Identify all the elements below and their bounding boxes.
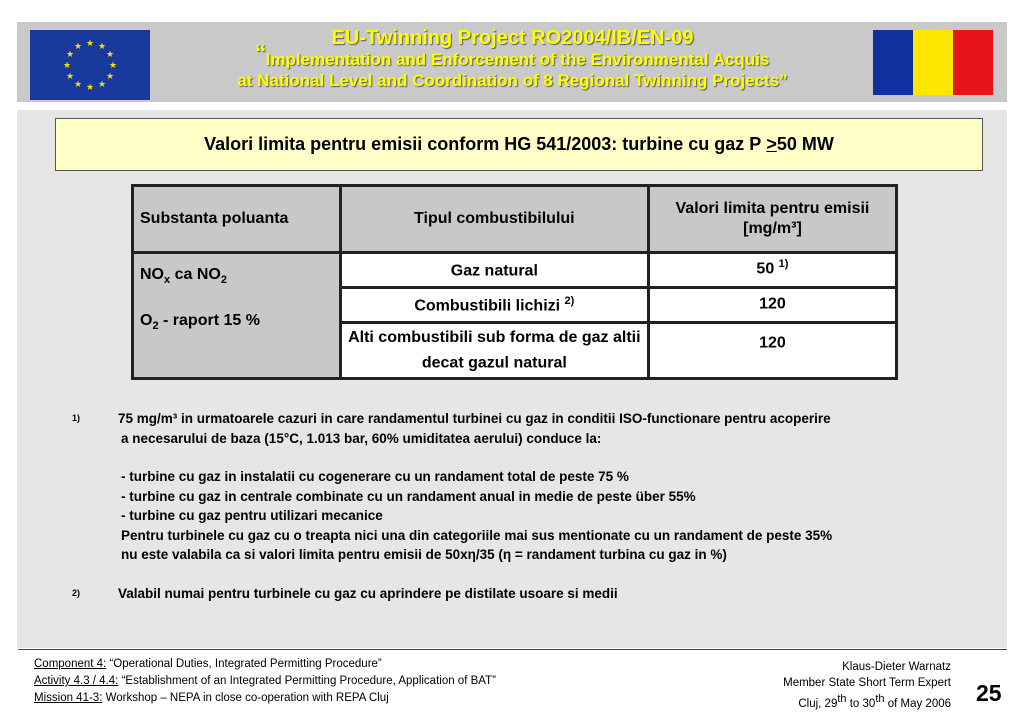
fuel-cell: Gaz natural — [340, 253, 648, 288]
footnotes — [72, 409, 972, 603]
footer-component: Component 4: “Operational Duties, Integrated Permitting Procedure” — [34, 658, 382, 670]
substance-cell — [133, 253, 341, 379]
slide-title — [55, 118, 983, 171]
slide-title-text: Valori limita pentru emisii conform HG 541/2003: turbine cu gaz P — [204, 134, 762, 154]
footer-role: Member State Short Term Expert — [783, 677, 951, 689]
header-title — [160, 27, 865, 91]
footer-mission: Mission 41-3: Workshop – NEPA in close co-operation with REPA Cluj — [34, 692, 389, 704]
footer-place-date: Cluj, 29th to 30th of May 2006 — [798, 693, 951, 710]
footnote-1-bullet-2: - turbine cu gaz in centrale combinate cu un randament anual in medie de peste über 55% — [121, 488, 696, 504]
footnote-1-para-1: Pentru turbinele cu gaz cu o treapta nici una din categoriile mai sus mentionate cu un randament de peste 35% — [121, 527, 833, 543]
ro-flag-blue — [873, 30, 913, 95]
footnote-1-line-2: a necesarului de baza (15°C, 1.013 bar, 60% umiditatea aerului) conduce la: — [121, 430, 602, 446]
header-limit: Valori limita pentru emisii [mg/m³] — [648, 186, 896, 253]
svg-text:★: ★ — [73, 80, 83, 90]
slide-title-suffix: 50 MW — [776, 134, 834, 154]
svg-text:★: ★ — [105, 50, 115, 60]
svg-text:★: ★ — [73, 42, 83, 52]
footnote-1-bullet-3: - turbine cu gaz pentru utilizari mecanice — [121, 508, 383, 523]
svg-text:★: ★ — [105, 72, 115, 82]
project-subtitle-1 — [160, 39, 865, 72]
spacer — [72, 565, 972, 584]
ro-flag-yellow — [913, 30, 953, 95]
quote-open: “ — [255, 39, 266, 72]
svg-text:★: ★ — [108, 61, 118, 71]
emission-limits-table — [131, 184, 898, 380]
footer-divider — [18, 649, 1007, 650]
value-cell: 50 $^{1)}$ — [648, 253, 896, 288]
table-header-row — [133, 186, 897, 253]
eu-flag-icon — [30, 30, 150, 100]
footnote-1-para-2: nu este valabila ca si valori limita pentru emisii de 50xη/35 (η = randament turbina cu gaz in %) — [121, 547, 727, 562]
footnote-1-mark: 1) — [72, 413, 81, 423]
romania-flag — [873, 30, 993, 95]
project-subtitle-2: at National Level and Coordination of 8 Regional Twinning Projects” — [237, 71, 788, 90]
footnote-1-line-1: 1) 75 mg/m³ in urmatoarele cazuri in care randamentul turbinei cu gaz in conditii ISO-functionare pentru acoperire — [72, 409, 972, 429]
svg-text:★: ★ — [97, 42, 107, 52]
footnote-2: 2) Valabil numai pentru turbinele cu gaz cu aprindere pe distilate usoare si medii — [72, 584, 972, 604]
svg-text:★: ★ — [65, 72, 75, 82]
footer-activity: Activity 4.3 / 4.4: “Establishment of an Integrated Permitting Procedure, Application of BAT” — [34, 675, 496, 687]
svg-text:★: ★ — [65, 50, 75, 60]
svg-text:★: ★ — [97, 80, 107, 90]
eu-flag — [30, 30, 150, 100]
slide-title-gte: > — [766, 134, 777, 154]
footer-author: Klaus-Dieter Warnatz — [842, 661, 951, 673]
substance-nox: $NO_x$ ca $NO_2$ — [140, 266, 227, 287]
project-subtitle-1-text: Implementation and Enforcement of the Environmental Acquis — [265, 50, 770, 69]
fuel-cell: Combustibili lichizi $^{2)}$ — [340, 288, 648, 323]
value-cell: 120 — [648, 288, 896, 323]
footnote-1-bullet-1: - turbine cu gaz in instalatii cu cogenerare cu un randament total de peste 75 % — [121, 469, 629, 484]
footer-right — [640, 659, 951, 712]
svg-text:★: ★ — [85, 39, 95, 49]
spacer — [72, 448, 972, 467]
svg-text:★: ★ — [85, 83, 95, 93]
header-fuel: Tipul combustibilului — [340, 186, 648, 253]
table-row — [133, 253, 897, 288]
substance-o2: $O_2$ - raport 15 % — [140, 312, 260, 333]
value-cell: 120 — [648, 323, 896, 379]
project-code: EU-Twinning Project RO2004/IB/EN-09 — [331, 27, 694, 49]
ro-flag-red — [953, 30, 993, 95]
page-number: 25 — [976, 680, 1002, 706]
footnote-2-mark: 2) — [72, 587, 81, 598]
footer-left — [34, 656, 496, 707]
fuel-cell: Alti combustibili sub forma de gaz altii decat gazul natural — [340, 323, 648, 379]
header-substance: Substanta poluanta — [133, 186, 341, 253]
svg-text:★: ★ — [62, 61, 72, 71]
